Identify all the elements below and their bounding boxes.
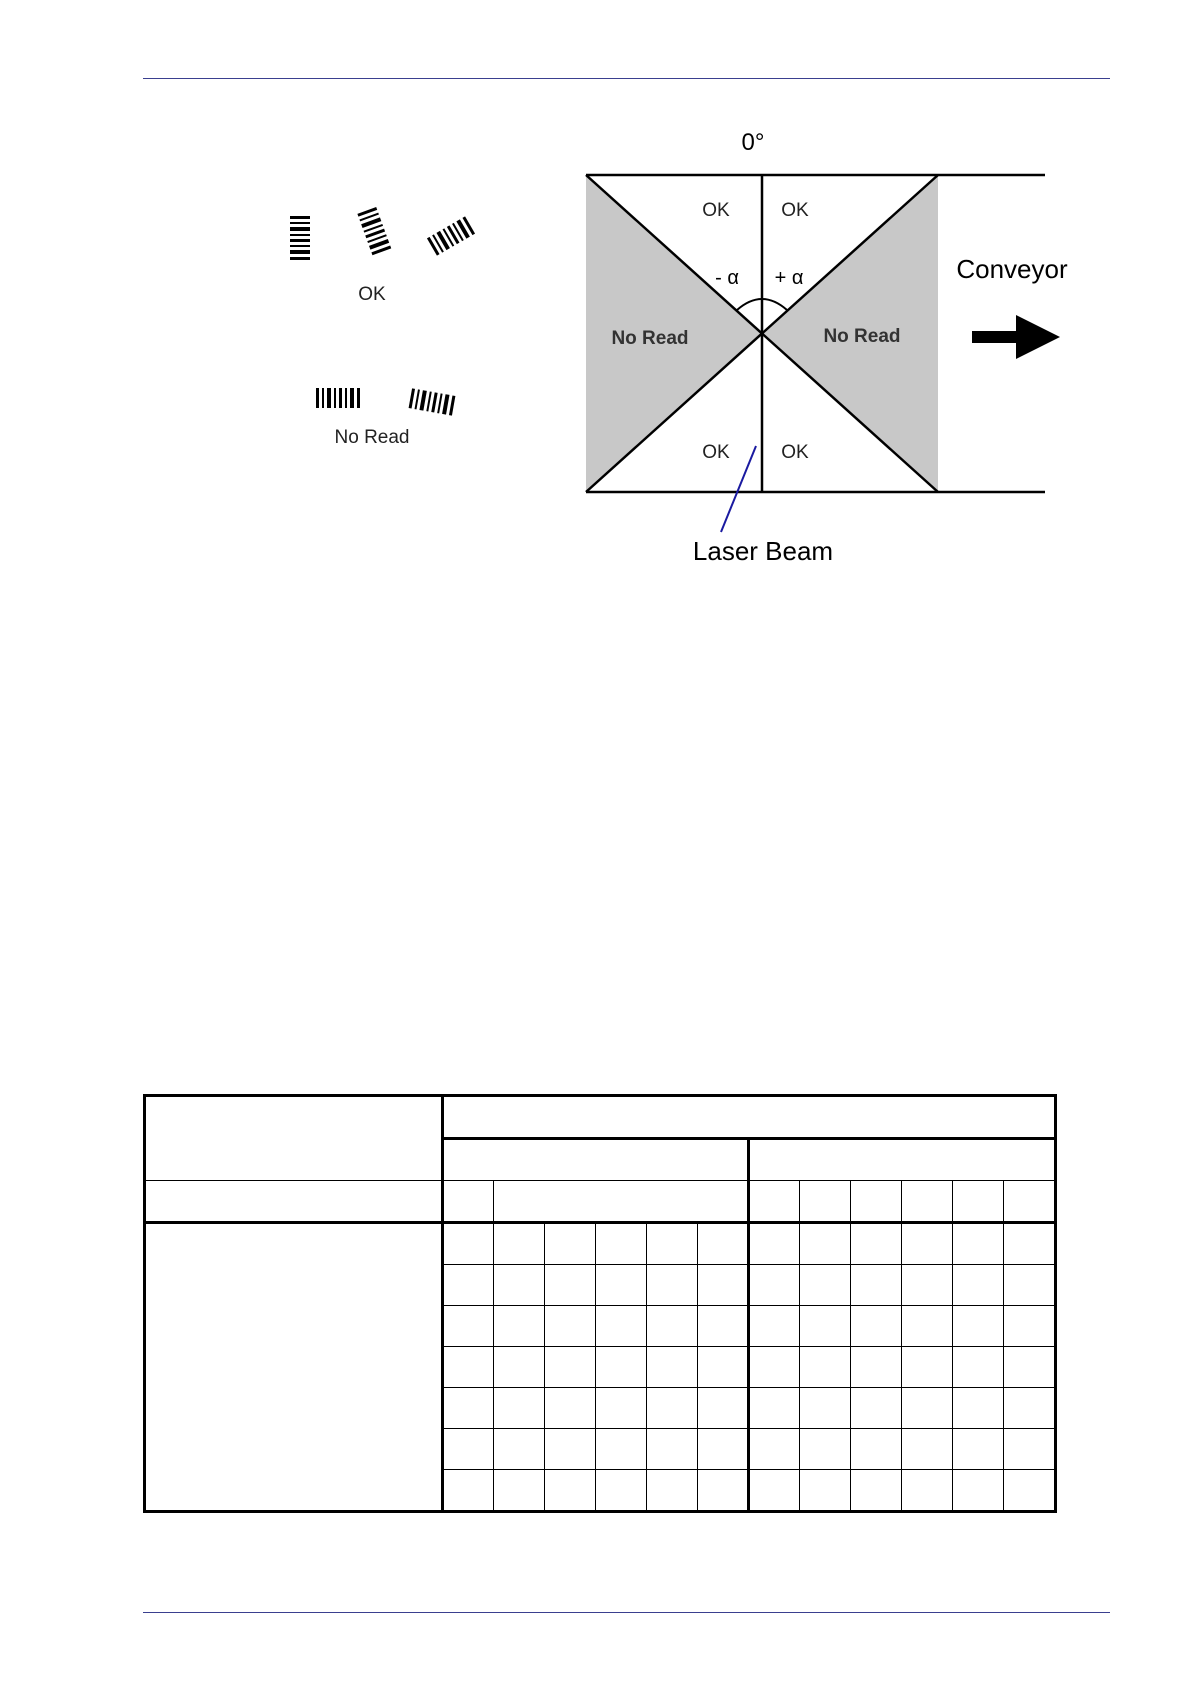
- table-cell: [749, 1265, 800, 1306]
- table-cell: [851, 1347, 902, 1388]
- table-cell: [851, 1388, 902, 1429]
- table-cell: [647, 1388, 698, 1429]
- table-cell: [800, 1306, 851, 1347]
- table-cell: [749, 1429, 800, 1470]
- table-cell: [800, 1181, 851, 1223]
- table-cell: [749, 1347, 800, 1388]
- table-cell: [443, 1223, 494, 1265]
- table-cell: [545, 1223, 596, 1265]
- table-cell: [749, 1388, 800, 1429]
- laser-beam-label: Laser Beam: [692, 536, 834, 566]
- table-cell: [1004, 1347, 1056, 1388]
- table-cell: [443, 1388, 494, 1429]
- table-cell: [902, 1306, 953, 1347]
- table-cell: [698, 1429, 749, 1470]
- table-cell: [851, 1306, 902, 1347]
- table-cell: [1004, 1470, 1056, 1512]
- table-cell: [443, 1096, 1056, 1139]
- ok-bottom-right: OK: [781, 442, 809, 463]
- table-cell: [800, 1265, 851, 1306]
- table-cell: [443, 1429, 494, 1470]
- table-cell: [800, 1470, 851, 1512]
- table-cell: [749, 1223, 800, 1265]
- table-cell: [1004, 1429, 1056, 1470]
- table-cell: [596, 1388, 647, 1429]
- table-cell: [545, 1429, 596, 1470]
- table-cell: [647, 1347, 698, 1388]
- table-cell: [443, 1139, 749, 1181]
- table-cell: [443, 1347, 494, 1388]
- ok-barcodes: [290, 207, 475, 305]
- table-cell: [851, 1181, 902, 1223]
- table-cell: [749, 1181, 800, 1223]
- barcode-tilted-small-icon: [357, 207, 391, 255]
- table-cell: [596, 1347, 647, 1388]
- table-cell: [902, 1388, 953, 1429]
- table-cell: [698, 1306, 749, 1347]
- table-cell: [494, 1181, 749, 1223]
- table-cell: [953, 1181, 1004, 1223]
- table-cell: [953, 1265, 1004, 1306]
- table-cell: [647, 1429, 698, 1470]
- table-cell: [145, 1096, 443, 1181]
- table-cell: [494, 1388, 545, 1429]
- table-cell: [443, 1265, 494, 1306]
- table-cell: [545, 1388, 596, 1429]
- table-cell: [953, 1306, 1004, 1347]
- table-cell: [494, 1265, 545, 1306]
- table-cell: [698, 1223, 749, 1265]
- table-cell: [596, 1265, 647, 1306]
- table-cell: [1004, 1388, 1056, 1429]
- ok-bottom-left: OK: [702, 442, 730, 463]
- table-cell: [902, 1265, 953, 1306]
- table-cell: [902, 1429, 953, 1470]
- table-row: [145, 1181, 1056, 1223]
- table-cell: [545, 1265, 596, 1306]
- table-cell: [596, 1470, 647, 1512]
- table-cell: [443, 1470, 494, 1512]
- table-cell: [800, 1388, 851, 1429]
- table-cell: [800, 1347, 851, 1388]
- no-read-barcodes: [316, 388, 455, 448]
- ok-top-left: OK: [702, 200, 730, 221]
- table-cell: [851, 1223, 902, 1265]
- barcode-horizontal-icon: [316, 388, 360, 408]
- table-cell: [494, 1470, 545, 1512]
- conveyor-label: Conveyor: [956, 254, 1068, 284]
- no-read-caption: No Read: [334, 427, 410, 448]
- table-cell: [851, 1470, 902, 1512]
- conveyor-arrow-icon: [972, 315, 1060, 359]
- table-cell: [545, 1470, 596, 1512]
- table-cell: [953, 1223, 1004, 1265]
- skew-angle-figure: [0, 0, 1190, 600]
- table-cell: [800, 1223, 851, 1265]
- table-cell: [851, 1265, 902, 1306]
- table-cell: [698, 1388, 749, 1429]
- table-cell: [443, 1306, 494, 1347]
- table-cell: [902, 1223, 953, 1265]
- table-cell: [494, 1306, 545, 1347]
- zero-degree-label: 0°: [741, 129, 765, 156]
- table-cell: [145, 1181, 443, 1223]
- table-cell: [145, 1223, 443, 1512]
- table-cell: [953, 1429, 1004, 1470]
- table-row: [145, 1096, 1056, 1139]
- table-cell: [647, 1306, 698, 1347]
- table-cell: [647, 1470, 698, 1512]
- table-cell: [494, 1347, 545, 1388]
- table-cell: [596, 1429, 647, 1470]
- no-read-left-label: No Read: [611, 328, 689, 349]
- table-cell: [494, 1429, 545, 1470]
- table-cell: [953, 1388, 1004, 1429]
- table-cell: [698, 1347, 749, 1388]
- table-cell: [698, 1265, 749, 1306]
- table-cell: [1004, 1181, 1056, 1223]
- table-cell: [698, 1470, 749, 1512]
- ok-caption: OK: [358, 284, 386, 305]
- table-cell: [749, 1470, 800, 1512]
- table-cell: [545, 1347, 596, 1388]
- table-cell: [851, 1429, 902, 1470]
- footer-rule: [143, 1612, 1110, 1613]
- table-cell: [1004, 1265, 1056, 1306]
- plus-alpha-label: + α: [774, 267, 804, 289]
- table-cell: [953, 1470, 1004, 1512]
- table-cell: [902, 1181, 953, 1223]
- skew-diagram: [586, 129, 1068, 566]
- table-cell: [647, 1223, 698, 1265]
- blank-grid-table: [143, 1094, 1057, 1513]
- table-cell: [749, 1139, 1056, 1181]
- barcode-skewed-icon: [409, 388, 456, 415]
- table-cell: [1004, 1306, 1056, 1347]
- table-row: [145, 1223, 1056, 1265]
- minus-alpha-label: - α: [715, 267, 739, 289]
- table-cell: [545, 1306, 596, 1347]
- table-cell: [494, 1223, 545, 1265]
- table-cell: [749, 1306, 800, 1347]
- table-cell: [953, 1347, 1004, 1388]
- table-cell: [902, 1470, 953, 1512]
- table-cell: [596, 1223, 647, 1265]
- barcode-tilted-large-icon: [427, 216, 475, 255]
- table-cell: [1004, 1223, 1056, 1265]
- table-cell: [647, 1265, 698, 1306]
- table-cell: [902, 1347, 953, 1388]
- table-cell: [443, 1181, 494, 1223]
- barcode-straight-icon: [290, 216, 310, 260]
- no-read-right-label: No Read: [823, 326, 901, 347]
- ok-top-right: OK: [781, 200, 809, 221]
- table-cell: [596, 1306, 647, 1347]
- table-cell: [800, 1429, 851, 1470]
